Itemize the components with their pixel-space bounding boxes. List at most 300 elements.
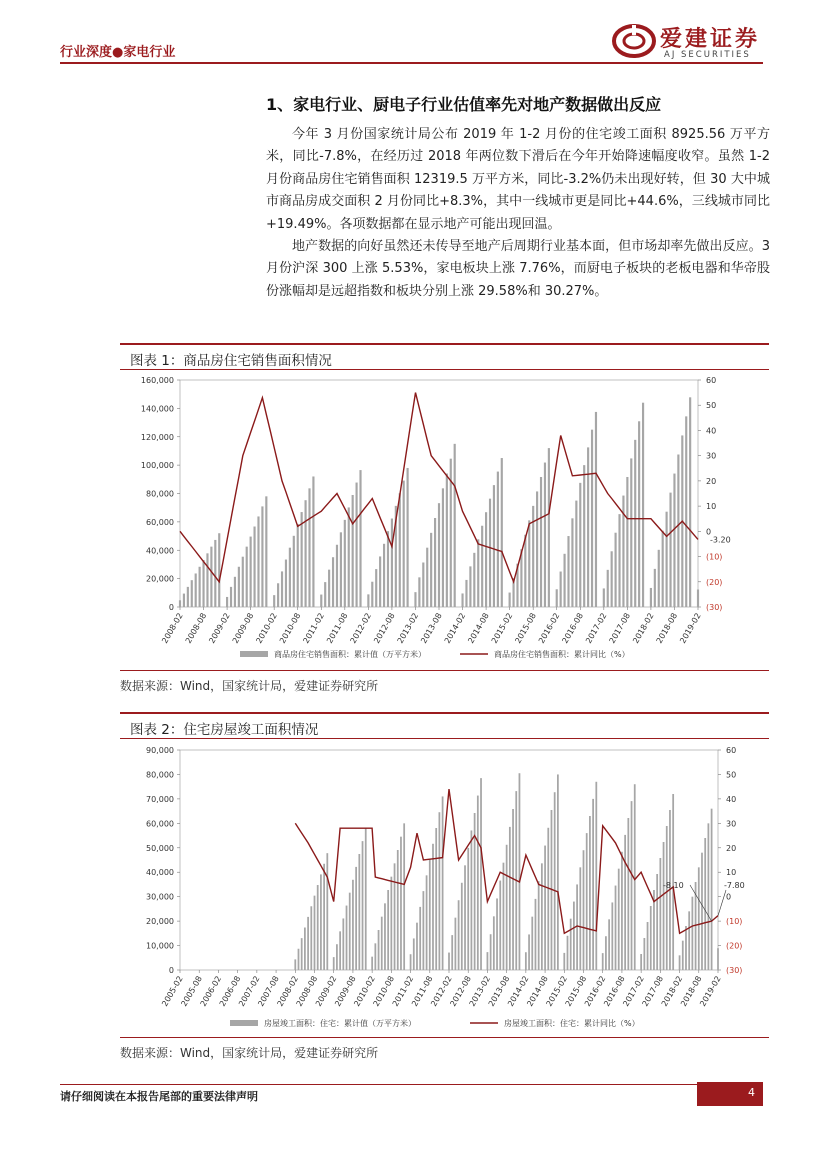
x-tick-label: 2010-08 — [371, 974, 397, 1008]
bar — [461, 593, 463, 607]
bar — [179, 600, 181, 607]
x-tick-label: 2007-08 — [256, 974, 281, 1008]
bar — [206, 553, 208, 607]
bar — [454, 444, 456, 607]
x-tick-label: 2013-02 — [395, 611, 421, 645]
bar — [394, 863, 396, 970]
bar — [446, 474, 448, 607]
x-tick-label: 2017-08 — [640, 974, 666, 1008]
bar — [656, 874, 658, 970]
bar — [640, 954, 642, 970]
bar — [191, 580, 193, 607]
bar — [602, 953, 604, 970]
bar — [630, 458, 632, 607]
bar — [571, 518, 573, 607]
bar — [399, 493, 401, 607]
bar — [536, 491, 538, 607]
bar — [605, 936, 607, 970]
x-tick-label: 2013-08 — [486, 974, 512, 1008]
bar — [344, 520, 346, 607]
page-number: 4 — [748, 1086, 755, 1099]
header-divider — [60, 62, 763, 64]
bar — [634, 784, 636, 970]
x-tick-label: 2012-02 — [429, 974, 454, 1008]
bar — [381, 917, 383, 970]
bar — [689, 397, 691, 607]
bar — [324, 582, 326, 607]
bar — [663, 842, 665, 970]
bar — [540, 477, 542, 607]
bar — [666, 512, 668, 607]
bar — [477, 796, 479, 970]
bar — [525, 952, 527, 970]
bar — [314, 896, 316, 970]
bar — [496, 898, 498, 970]
bar — [326, 853, 328, 970]
bar — [448, 953, 450, 970]
bar — [226, 597, 228, 607]
legend-bar-label: 商品房住宅销售面积：累计值（万平方米） — [274, 650, 426, 659]
bar — [682, 941, 684, 970]
bar — [301, 512, 303, 607]
y-left-tick-label: 60,000 — [146, 517, 174, 527]
bar — [242, 557, 244, 607]
bar — [701, 853, 703, 970]
figure-2-caption: 图表 2：住宅房屋竣工面积情况 — [130, 722, 319, 738]
x-tick-label: 2008-08 — [183, 611, 209, 645]
bar — [458, 900, 460, 970]
bar — [624, 835, 626, 970]
x-tick-label: 2018-02 — [631, 611, 656, 645]
bar — [524, 535, 526, 607]
bar — [374, 943, 376, 970]
footer-disclaimer: 请仔细阅读在本报告尾部的重要法律声明 — [60, 1090, 258, 1103]
bar — [379, 556, 381, 607]
x-tick-label: 2018-08 — [654, 611, 680, 645]
bar — [230, 587, 232, 607]
bar — [320, 874, 322, 970]
x-tick-label: 2010-08 — [277, 611, 303, 645]
bar — [650, 588, 652, 607]
bar — [332, 557, 334, 607]
body-text — [266, 124, 770, 303]
bar — [544, 463, 546, 607]
x-tick-label: 2012-02 — [348, 611, 374, 645]
footer-divider — [60, 1084, 697, 1085]
bar — [554, 792, 556, 970]
bar — [352, 880, 354, 970]
bar — [423, 891, 425, 970]
bar — [349, 893, 351, 970]
y-right-tick-label: (20) — [726, 941, 743, 951]
bar — [310, 906, 312, 970]
bar — [365, 828, 367, 970]
x-tick-label: 2016-02 — [582, 974, 608, 1008]
bar — [499, 881, 501, 970]
bar — [378, 930, 380, 970]
bar — [592, 799, 594, 970]
bar — [238, 567, 240, 607]
bar — [535, 899, 537, 970]
bar — [541, 863, 543, 970]
bar — [643, 938, 645, 970]
x-tick-label: 2008-02 — [275, 974, 301, 1008]
bar — [493, 916, 495, 970]
bar — [430, 533, 432, 607]
annotation-value-2: -7.80 — [724, 881, 745, 890]
bar — [591, 430, 593, 607]
bar — [679, 955, 681, 970]
bar — [567, 536, 569, 607]
bar — [400, 837, 402, 970]
bar — [346, 906, 348, 970]
bar — [662, 531, 664, 607]
x-tick-label: 2009-08 — [333, 974, 358, 1008]
bar — [465, 580, 467, 607]
y-left-tick-label: 20,000 — [146, 574, 174, 584]
bar — [509, 593, 511, 607]
y-right-tick-label: (10) — [726, 917, 743, 927]
x-tick-label: 2009-02 — [207, 611, 232, 645]
bar — [340, 532, 342, 607]
company-logo — [612, 22, 767, 62]
bar — [273, 595, 275, 607]
bar — [439, 812, 441, 970]
bar — [704, 838, 706, 970]
bar — [455, 918, 457, 970]
x-tick-label: 2015-08 — [513, 611, 538, 645]
bar — [308, 488, 310, 607]
bar — [277, 583, 279, 607]
bar — [501, 458, 503, 607]
bar — [485, 512, 487, 607]
bar — [342, 918, 344, 970]
bar — [547, 828, 549, 970]
y-left-tick-label: 160,000 — [140, 376, 174, 385]
figure-1-source: 数据来源：Wind，国家统计局，爱建证券研究所 — [120, 670, 769, 694]
bar — [615, 886, 617, 970]
bar — [586, 833, 588, 970]
x-tick-label: 2010-02 — [254, 611, 279, 645]
bar — [246, 547, 248, 607]
bar — [253, 527, 255, 607]
bar — [487, 952, 489, 970]
annotation-last-value: -3.20 — [710, 535, 731, 545]
y-right-tick-label: 40 — [706, 426, 717, 436]
bar — [544, 846, 546, 970]
legend-bar-swatch — [240, 651, 268, 657]
bar — [503, 863, 505, 970]
bar — [451, 935, 453, 970]
bar — [218, 533, 220, 607]
bar — [685, 416, 687, 607]
bar — [407, 468, 409, 607]
bar — [563, 953, 565, 970]
y-right-tick-label: (30) — [706, 603, 723, 612]
y-right-tick-label: 60 — [706, 376, 717, 385]
figure-2-chart — [120, 740, 760, 1036]
bar — [583, 850, 585, 970]
bar — [371, 957, 373, 970]
bar — [497, 472, 499, 607]
bar — [391, 519, 393, 607]
bar — [348, 507, 350, 607]
bar — [383, 544, 385, 607]
figure-1-chart — [120, 370, 760, 668]
bar — [387, 531, 389, 607]
bar — [697, 590, 699, 607]
bar — [519, 773, 521, 970]
figure-2-caption-bar — [120, 712, 769, 739]
bar — [666, 826, 668, 970]
bar — [304, 928, 306, 970]
bar — [289, 548, 291, 607]
bar — [359, 470, 361, 607]
annotation-value-1: -8.10 — [663, 881, 684, 890]
bar — [426, 875, 428, 970]
bar — [210, 547, 212, 607]
bar — [531, 917, 533, 970]
y-right-tick-label: 60 — [726, 746, 737, 755]
bar — [390, 877, 392, 970]
bar — [621, 852, 623, 970]
x-tick-label: 2009-02 — [313, 974, 339, 1008]
bar — [234, 577, 236, 607]
y-left-tick-label: 30,000 — [146, 892, 174, 902]
x-tick-label: 2015-02 — [544, 974, 570, 1008]
x-tick-label: 2017-02 — [584, 611, 609, 645]
header-category: 行业深度●家电行业 — [60, 45, 176, 60]
x-tick-label: 2013-02 — [467, 974, 493, 1008]
y-left-tick-label: 20,000 — [146, 917, 174, 927]
bar — [438, 503, 440, 607]
bar — [403, 481, 405, 607]
bar — [626, 477, 628, 607]
y-left-tick-label: 100,000 — [140, 461, 174, 471]
legend-bar-label: 房屋竣工面积：住宅：累计值（万平方米） — [264, 1019, 416, 1028]
y-left-tick-label: 60,000 — [146, 819, 174, 829]
bar — [336, 545, 338, 607]
figure-1-caption-bar — [120, 343, 769, 370]
bar — [717, 948, 719, 970]
x-tick-label: 2014-08 — [466, 611, 491, 645]
bar — [307, 917, 309, 970]
bar — [611, 902, 613, 970]
y-right-tick-label: (10) — [706, 552, 723, 562]
bar — [579, 483, 581, 607]
bar — [638, 421, 640, 607]
y-left-tick-label: 140,000 — [140, 404, 174, 414]
y-left-tick-label: 80,000 — [146, 770, 174, 780]
x-tick-label: 2016-08 — [560, 611, 586, 645]
bar — [294, 959, 296, 970]
bar — [647, 922, 649, 970]
x-tick-label: 2011-02 — [390, 974, 416, 1008]
y-right-tick-label: 50 — [706, 401, 717, 411]
x-tick-label: 2015-02 — [489, 611, 515, 645]
x-tick-label: 2012-08 — [448, 974, 473, 1008]
y-right-tick-label: 40 — [726, 794, 737, 804]
bar — [199, 567, 201, 607]
bar — [387, 890, 389, 970]
bar — [298, 949, 300, 970]
bar — [567, 936, 569, 970]
legend-line-label: 商品房住宅销售面积：累计同比（%） — [494, 650, 630, 659]
bar — [548, 448, 550, 607]
y-right-tick-label: 10 — [726, 868, 737, 878]
bar — [711, 809, 713, 970]
bar — [509, 827, 511, 970]
bar — [654, 569, 656, 607]
bar — [615, 533, 617, 607]
bar — [414, 592, 416, 607]
bar — [642, 403, 644, 607]
y-left-tick-label: 120,000 — [140, 432, 174, 442]
bar — [339, 931, 341, 970]
y-left-tick-label: 50,000 — [146, 843, 174, 853]
bar — [489, 499, 491, 607]
bar — [293, 536, 295, 607]
x-tick-label: 2006-08 — [217, 974, 243, 1008]
bar — [589, 816, 591, 970]
y-left-tick-label: 80,000 — [146, 489, 174, 499]
x-tick-label: 2011-02 — [301, 611, 327, 645]
bar — [410, 954, 412, 970]
bar — [362, 841, 364, 970]
bar — [371, 582, 373, 607]
x-tick-label: 2014-02 — [442, 611, 468, 645]
x-tick-label: 2019-02 — [698, 974, 723, 1008]
x-tick-label: 2014-02 — [506, 974, 531, 1008]
bar — [461, 883, 463, 970]
bar — [490, 934, 492, 970]
bar — [618, 514, 620, 607]
bar — [669, 493, 671, 607]
bar — [384, 903, 386, 970]
bar — [442, 488, 444, 607]
x-tick-label: 2014-08 — [525, 974, 550, 1008]
bar — [685, 926, 687, 970]
bar — [285, 560, 287, 607]
bar — [576, 884, 578, 970]
figure-1-caption: 图表 1：商品房住宅销售面积情况 — [130, 353, 332, 369]
bar — [297, 524, 299, 607]
bar — [528, 520, 530, 607]
paragraph-1: 今年 3 月份国家统计局公布 2019 年 1-2 月份的住宅竣工面积 8925.56 万平方米，同比-7.8%，在经历过 2018 年两位数下滑后在今年开始降速幅度收窄。虽然 1-2 月份商品房住宅销售面积 12319.5 万平方米，同比-3.2%仍未出现好转，但 30 大中城市商品房成交面积 2 月份同比+8.3%，其中一线城市更是同比+44.6%，三线城市同比+19.49%。各项数据都在显示地产可能出现回温。 — [266, 127, 770, 232]
bar — [556, 589, 558, 607]
section-title: 1、家电行业、厨电子行业估值率先对地产数据做出反应 — [266, 95, 662, 114]
logo-english-name: AJ SECURITIES — [664, 50, 751, 60]
y-right-tick-label: 10 — [706, 502, 717, 512]
y-left-tick-label: 70,000 — [146, 794, 174, 804]
bar — [195, 573, 197, 607]
bar — [328, 570, 330, 607]
x-tick-label: 2008-08 — [294, 974, 320, 1008]
paragraph-2: 地产数据的向好虽然还未传导至地产后周期行业基本面，但市场却率先做出反应。3 月份沪深 300 上涨 5.53%，家电板块上涨 7.76%，而厨电子板块的老板电器和华帝股份涨幅却是远超指数和板块分别上涨 29.58%和 30.27%。 — [266, 239, 770, 299]
bar — [434, 518, 436, 607]
bar — [634, 440, 636, 607]
bar — [403, 823, 405, 970]
bar — [557, 774, 559, 970]
bar — [477, 539, 479, 607]
bar — [312, 476, 314, 607]
bar — [607, 570, 609, 607]
x-tick-label: 2007-02 — [237, 974, 262, 1008]
bar — [528, 934, 530, 970]
x-tick-label: 2006-02 — [198, 974, 224, 1008]
bar — [304, 500, 306, 607]
bar — [320, 595, 322, 607]
bar — [202, 560, 204, 607]
bar — [464, 865, 466, 970]
x-tick-label: 2011-08 — [325, 611, 350, 645]
bar — [595, 782, 597, 970]
y-right-tick-label: 50 — [726, 770, 737, 780]
y-left-tick-label: 90,000 — [146, 746, 174, 755]
bar — [512, 809, 514, 970]
bar — [413, 938, 415, 970]
logo-mark-icon — [612, 22, 656, 60]
x-tick-label: 2010-02 — [352, 974, 377, 1008]
y-left-tick-label: 40,000 — [146, 868, 174, 878]
bar — [575, 501, 577, 607]
bar — [375, 569, 377, 607]
bar — [658, 550, 660, 607]
bar — [627, 818, 629, 970]
x-tick-label: 2011-08 — [410, 974, 435, 1008]
y-right-tick-label: 30 — [706, 451, 717, 461]
x-tick-label: 2017-08 — [607, 611, 633, 645]
bar — [418, 577, 420, 607]
bar — [659, 858, 661, 970]
bar — [573, 902, 575, 970]
bar — [480, 778, 482, 970]
bar — [416, 923, 418, 970]
bar — [506, 845, 508, 970]
bar — [257, 516, 259, 607]
bar — [688, 911, 690, 970]
bar — [426, 548, 428, 607]
y-right-tick-label: 0 — [726, 892, 732, 902]
bar — [708, 823, 710, 970]
x-tick-label: 2019-02 — [678, 611, 703, 645]
bar — [631, 801, 633, 970]
bar — [608, 919, 610, 970]
logo-chinese-name: 爱建证券 — [660, 26, 761, 52]
x-tick-label: 2015-08 — [563, 974, 589, 1008]
bar — [538, 881, 540, 970]
bar — [261, 506, 263, 607]
bar — [397, 850, 399, 970]
x-tick-label: 2008-02 — [160, 611, 185, 645]
bar — [595, 412, 597, 607]
bar — [333, 957, 335, 970]
bar — [442, 796, 444, 970]
bar — [677, 454, 679, 607]
legend-line-label: 房屋竣工面积：住宅：累计同比（%） — [504, 1019, 640, 1028]
bar — [432, 844, 434, 970]
bar — [563, 554, 565, 607]
x-tick-label: 2005-02 — [160, 974, 185, 1008]
bar — [692, 897, 694, 970]
bar — [471, 830, 473, 970]
x-tick-label: 2016-02 — [536, 611, 562, 645]
figure-2-source: 数据来源：Wind，国家统计局，爱建证券研究所 — [120, 1037, 769, 1061]
bar — [650, 906, 652, 970]
bar — [673, 474, 675, 607]
y-right-tick-label: 30 — [726, 819, 737, 829]
bar — [611, 551, 613, 607]
